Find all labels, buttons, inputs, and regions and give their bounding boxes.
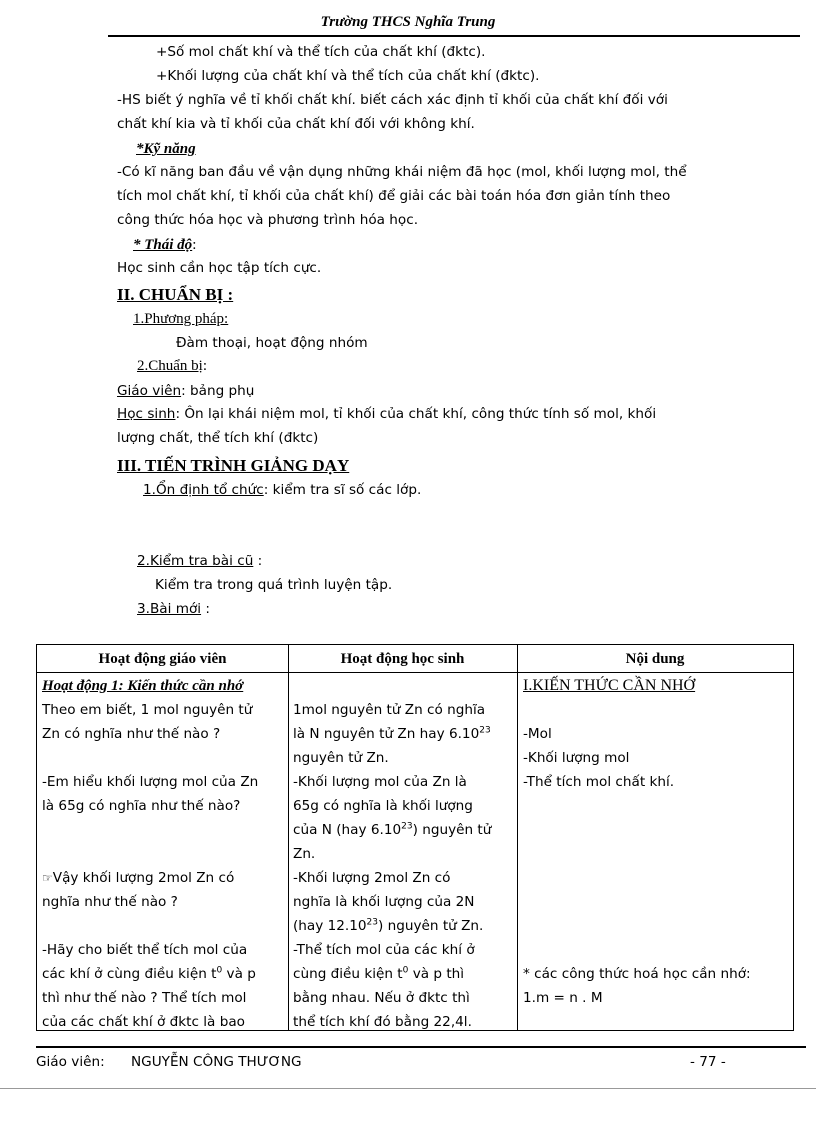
step-3-colon: : <box>201 601 210 617</box>
student-line: 65g có nghĩa là khối lượng <box>293 798 473 814</box>
teacher-line-with-icon: ☞Vậy khối lượng 2mol Zn có <box>42 870 235 886</box>
content-blank <box>523 914 751 938</box>
teacher-label: Giáo viên <box>117 383 182 399</box>
content-blank <box>523 698 751 722</box>
teacher-line: Zn có nghĩa như thế nào ? <box>42 726 221 742</box>
student-line: thể tích khí đó bằng 22,4l. <box>293 1014 472 1030</box>
table-divider-1 <box>288 645 289 1030</box>
student-line: -Khối lượng mol của Zn là <box>293 774 467 790</box>
teacher-prep <box>117 385 254 399</box>
content-item: -Mol <box>523 726 552 742</box>
student-line-sup: cùng điều kiện $t^0$ và p thì <box>293 965 465 982</box>
objective-line-4: chất khí kia và tỉ khối của chất khí đối với không khí. <box>117 116 475 132</box>
footer-rule <box>36 1046 806 1048</box>
attitude-title: * Thái độ <box>133 237 193 253</box>
skills-line-3: công thức hóa học và phương trình hóa học. <box>117 212 419 228</box>
activity-title: Hoạt động 1: Kiến thức cần nhớ <box>42 678 244 694</box>
student-line: -Khối lượng 2mol Zn có <box>293 870 451 886</box>
teacher-line: -Em hiểu khối lượng mol của Zn <box>42 774 259 790</box>
formula-title: * các công thức hoá học cần nhớ: <box>523 966 751 982</box>
teacher-line: Theo em biết, 1 mol nguyên tử <box>42 702 253 718</box>
content-blank <box>523 866 751 890</box>
step-1 <box>143 484 421 498</box>
section-2-heading: II. CHUẨN BỊ : <box>117 285 234 304</box>
content-heading: I.KIẾN THỨC CẦN NHỚ <box>523 677 696 694</box>
student-line: 1mol nguyên tử Zn có nghĩa <box>293 702 486 718</box>
teacher-line <box>42 842 258 866</box>
footer-bottom-rule <box>0 1088 816 1089</box>
step-1-title: 1.Ổn định tổ chức <box>143 482 264 498</box>
attitude-title-row <box>133 238 196 253</box>
teacher-line <box>42 914 258 938</box>
content-item: -Thể tích mol chất khí. <box>523 774 675 790</box>
lesson-table <box>36 644 794 1031</box>
student-line <box>293 674 491 698</box>
student-label: Học sinh <box>117 406 176 422</box>
content-blank <box>523 818 751 842</box>
header-teacher-activity: Hoạt động giáo viên <box>98 651 227 667</box>
content-blank <box>523 794 751 818</box>
student-line-sup: (hay 12.10$^{23}$) nguyên tử Zn. <box>293 917 484 934</box>
content-blank <box>523 938 751 962</box>
footer-page-number: - 77 - <box>690 1054 726 1070</box>
teacher-line-sup: các khí ở cùng điều kiện $t^0$ và p <box>42 965 256 982</box>
method-title: 1.Phương pháp: <box>133 311 229 327</box>
page-header-school: Trường THCS Nghĩa Trung <box>320 14 496 30</box>
attitude-line: Học sinh cần học tập tích cực. <box>117 260 322 276</box>
table-divider-2 <box>517 645 518 1030</box>
student-line: nguyên tử Zn. <box>293 750 389 766</box>
step-2-colon: : <box>253 553 263 569</box>
formula-1: 1.m = n . M <box>523 990 603 1006</box>
prep-title: 2.Chuẩn bị <box>137 358 203 374</box>
student-text: : Ôn lại khái niệm mol, tỉ khối của chất khí, công thức tính số mol, khối <box>175 406 657 422</box>
step-2-text: Kiểm tra trong quá trình luyện tập. <box>155 577 393 593</box>
student-line: Zn. <box>293 846 316 862</box>
skills-line-1: -Có kĩ năng ban đầu về vận dụng những khái niệm đã học (mol, khối lượng mol, thể <box>117 164 687 180</box>
step-3 <box>137 603 210 617</box>
student-line: -Thể tích mol của các khí ở <box>293 942 475 958</box>
teacher-line: của các chất khí ở đktc là bao <box>42 1014 245 1030</box>
step-2 <box>137 555 262 569</box>
objective-line-1: +Số mol chất khí và thể tích của chất khí (đktc). <box>156 44 486 60</box>
step-1-text: : kiểm tra sĩ số các lớp. <box>263 482 422 498</box>
method-text: Đàm thoại, hoạt động nhóm <box>176 335 368 351</box>
teacher-line: là 65g có nghĩa như thế nào? <box>42 798 241 814</box>
attitude-colon: : <box>192 237 197 253</box>
step-3-title: 3.Bài mới <box>137 601 202 617</box>
objective-line-2: +Khối lượng của chất khí và thể tích của chất khí (đktc). <box>156 68 540 84</box>
content-column <box>523 674 751 1010</box>
teacher-line <box>42 746 258 770</box>
header-rule <box>108 35 800 37</box>
content-blank <box>523 842 751 866</box>
student-line: nghĩa là khối lượng của 2N <box>293 894 475 910</box>
prep-colon: : <box>202 358 208 374</box>
step-2-title: 2.Kiểm tra bài cũ <box>137 553 254 569</box>
teacher-line: thì như thế nào ? Thể tích mol <box>42 990 247 1006</box>
table-header-rule <box>37 672 793 673</box>
teacher-line <box>42 818 258 842</box>
footer-label: Giáo viên: <box>36 1054 105 1070</box>
student-line-sup: của N (hay 6.10$^{23}$) nguyên tử <box>293 821 492 838</box>
student-line: bằng nhau. Nếu ở đktc thì <box>293 990 470 1006</box>
hand-pointing-icon: ☞ <box>42 871 53 885</box>
content-item: -Khối lượng mol <box>523 750 630 766</box>
objective-line-3: -HS biết ý nghĩa về tỉ khối chất khí. biết cách xác định tỉ khối của chất khí đối với <box>117 92 668 108</box>
student-prep <box>117 408 656 422</box>
skills-line-2: tích mol chất khí, tỉ khối của chất khí) để giải các bài toán hóa đơn giản tính theo <box>117 188 671 204</box>
content-blank <box>523 890 751 914</box>
student-column <box>293 674 491 1034</box>
teacher-text: : bảng phụ <box>181 383 255 399</box>
teacher-column <box>42 674 258 1034</box>
header-content: Nội dung <box>625 651 685 667</box>
student-prep-line-2: lượng chất, thể tích khí (đktc) <box>117 430 319 446</box>
header-student-activity: Hoạt động học sinh <box>340 651 465 667</box>
student-line-sup: là N nguyên tử Zn hay 6.10$^{23}$ <box>293 725 491 742</box>
prep-title-row <box>137 359 207 374</box>
teacher-line: -Hãy cho biết thể tích mol của <box>42 942 248 958</box>
skills-title: *Kỹ năng <box>136 141 196 157</box>
section-3-heading: III. TIẾN TRÌNH GIẢNG DẠY <box>117 456 350 475</box>
footer-teacher-name: NGUYỄN CÔNG THƯƠNG <box>131 1054 302 1070</box>
teacher-line: nghĩa như thế nào ? <box>42 894 178 910</box>
